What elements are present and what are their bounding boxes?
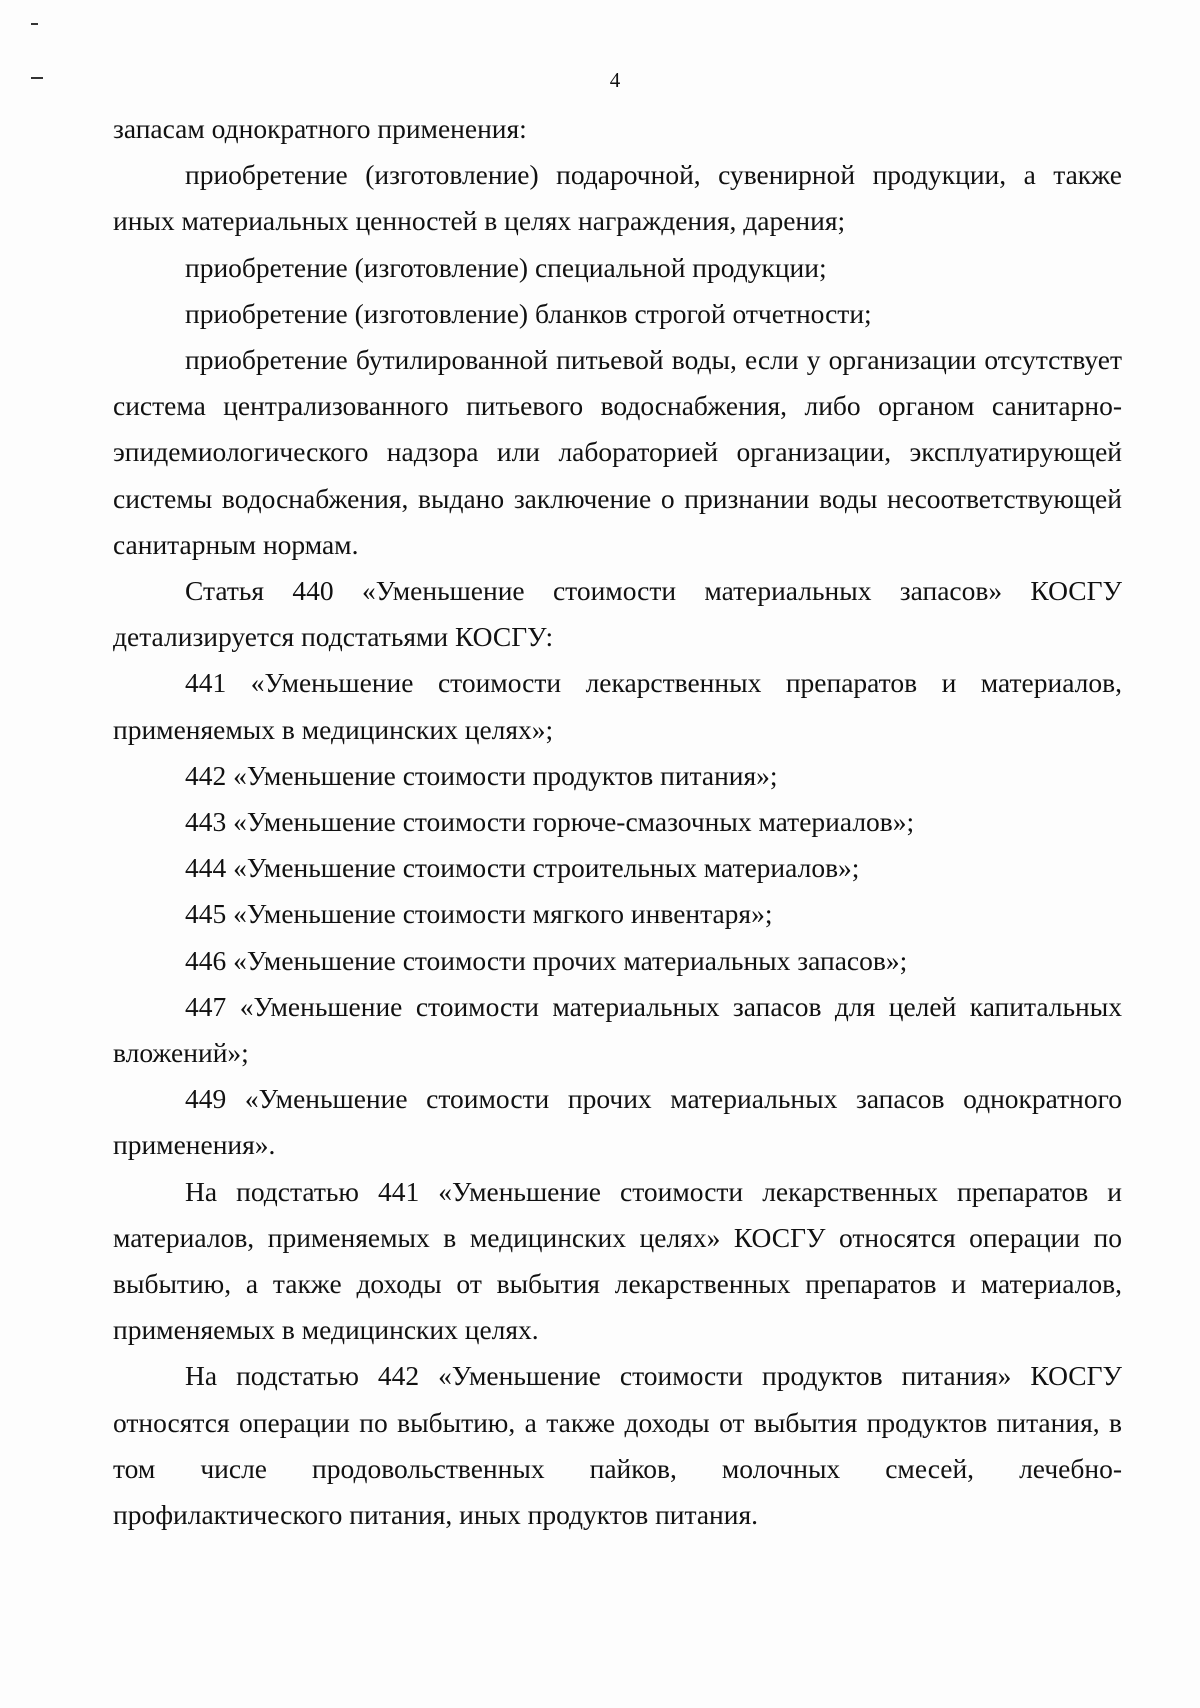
scan-artifact-mark bbox=[31, 23, 38, 25]
paragraph: приобретение (изготовление) бланков строгой отчетности; bbox=[185, 297, 872, 329]
paragraph: 449 «Уменьшение стоимости прочих материальных запасов однократного применения». bbox=[113, 1083, 1122, 1161]
document-body bbox=[113, 106, 1122, 1538]
paragraph: 443 «Уменьшение стоимости горюче-смазочных материалов»; bbox=[185, 806, 915, 838]
paragraph: Статья 440 «Уменьшение стоимости материальных запасов» КОСГУ детализируется подстатьями КОСГУ: bbox=[113, 575, 1122, 653]
paragraph: 447 «Уменьшение стоимости материальных запасов для целей капитальных вложений»; bbox=[113, 990, 1122, 1069]
paragraph: приобретение (изготовление) специальной продукции; bbox=[185, 251, 827, 283]
page-number: 4 bbox=[609, 68, 621, 92]
paragraph: 445 «Уменьшение стоимости мягкого инвентаря»; bbox=[185, 898, 773, 930]
paragraph: На подстатью 442 «Уменьшение стоимости продуктов питания» КОСГУ относятся операции по выбытию, а также доходы от выбытия продуктов питания, в том числе продовольственных пайков, молочных смесей, лечебно-профилактического питания, иных продуктов питания. bbox=[113, 1360, 1122, 1531]
paragraph: приобретение (изготовление) подарочной, сувенирной продукции, а также иных материальных ценностей в целях награждения, дарения; bbox=[113, 159, 1122, 237]
paragraph: приобретение бутилированной питьевой воды, если у организации отсутствует система централизованного питьевого водоснабжения, либо органом санитарно-эпидемиологического надзора или лабораторией организации, эксплуатирующей системы водоснабжения, выдано заключение о признании воды несоответствующей санитарным нормам. bbox=[113, 344, 1122, 560]
paragraph: запасам однократного применения: bbox=[113, 113, 527, 144]
paragraph: 441 «Уменьшение стоимости лекарственных препаратов и материалов, применяемых в медицинских целях»; bbox=[113, 667, 1122, 745]
paragraph: 446 «Уменьшение стоимости прочих материальных запасов»; bbox=[185, 944, 908, 976]
paragraph: 442 «Уменьшение стоимости продуктов питания»; bbox=[185, 759, 778, 791]
paragraph: На подстатью 441 «Уменьшение стоимости лекарственных препаратов и материалов, применяемых в медицинских целях» КОСГУ относятся операции по выбытию, а также доходы от выбытия лекарственных препаратов и материалов, применяемых в медицинских целях. bbox=[113, 1175, 1122, 1346]
paragraph: 444 «Уменьшение стоимости строительных материалов»; bbox=[185, 852, 860, 884]
